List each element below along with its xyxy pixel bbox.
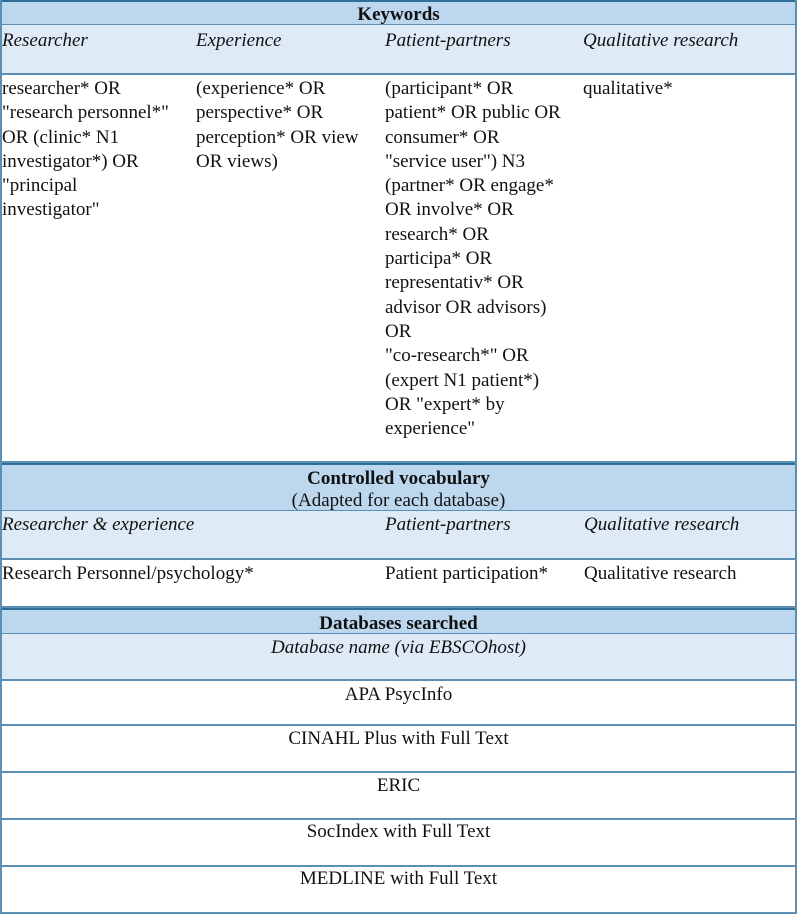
database-name: SocIndex with Full Text bbox=[306, 821, 491, 842]
cv-qualitative-value: Qualitative research bbox=[584, 563, 737, 584]
database-row bbox=[0, 773, 797, 820]
controlled-title: Controlled vocabulary bbox=[307, 468, 490, 489]
col-researcher: Researcher bbox=[2, 30, 88, 51]
database-row bbox=[0, 679, 797, 726]
qualitative-terms: qualitative* bbox=[583, 78, 673, 99]
database-row bbox=[0, 820, 797, 867]
keywords-title: Keywords bbox=[357, 4, 440, 25]
controlled-columns-row bbox=[0, 511, 797, 558]
database-name: MEDLINE with Full Text bbox=[299, 868, 498, 889]
col-experience: Experience bbox=[196, 30, 282, 51]
controlled-header-row bbox=[0, 463, 797, 511]
database-name: APA PsycInfo bbox=[344, 684, 453, 705]
col-researcher-experience: Researcher & experience bbox=[2, 514, 195, 535]
col-database-name: Database name (via EBSCOhost) bbox=[271, 637, 526, 658]
researcher-terms: researcher* OR "research personnel*" OR (clinic* N1 investigator*) OR "principal investigator" bbox=[2, 78, 169, 221]
database-name: CINAHL Plus with Full Text bbox=[288, 728, 509, 749]
col-cv-qualitative-research: Qualitative research bbox=[584, 514, 740, 535]
databases-header-row bbox=[0, 608, 797, 634]
col-cv-patient-partners: Patient-partners bbox=[385, 514, 511, 535]
database-row bbox=[0, 726, 797, 773]
cv-researcher-value: Research Personnel/psychology* bbox=[2, 563, 254, 584]
keywords-header-row bbox=[0, 0, 797, 25]
keywords-columns-row bbox=[0, 25, 797, 73]
controlled-subtitle: (Adapted for each database) bbox=[291, 490, 506, 511]
col-patient-partners: Patient-partners bbox=[385, 30, 511, 51]
patient-partner-terms: (participant* OR patient* OR public OR consumer* OR "service user") N3 (partner* OR engage* OR involve* OR research* OR participa* OR representativ* OR advisor OR advisors) OR "co-research*" OR (expert N1 patient*) OR "expert* by experience" bbox=[385, 78, 561, 440]
database-row bbox=[0, 867, 797, 914]
database-name: ERIC bbox=[376, 775, 421, 796]
controlled-values-row bbox=[0, 558, 797, 608]
cv-patient-value: Patient participation* bbox=[385, 563, 549, 584]
col-qualitative-research: Qualitative research bbox=[583, 30, 739, 51]
table-left-border bbox=[0, 0, 2, 914]
databases-title: Databases searched bbox=[319, 613, 478, 634]
experience-terms: (experience* OR perspective* OR perception* OR view OR views) bbox=[196, 78, 359, 172]
keywords-body-row bbox=[0, 73, 797, 463]
databases-column-row bbox=[0, 634, 797, 679]
